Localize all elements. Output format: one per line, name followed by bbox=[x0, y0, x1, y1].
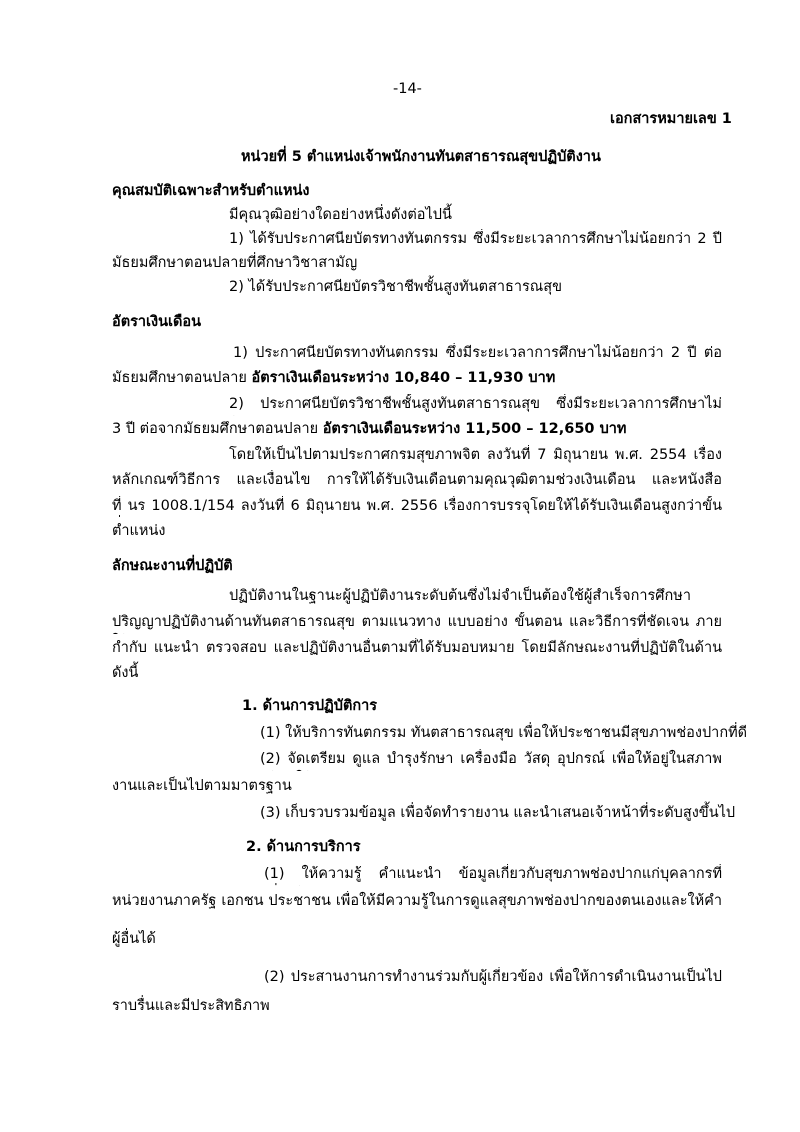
service-heading: 2. ด้านการบริการ bbox=[246, 839, 361, 855]
qualification-item-1-line-2: มัธยมศึกษาตอนปลายที่ศึกษาวิชาสามัญ bbox=[112, 255, 358, 271]
salary-note-line-2: หลักเกณฑ์วิธีการ และเงื่อนไข การให้ได้รับเงินเดือนตามคุณวุฒิตามช่วงเงินเดือน และหนังสือ bbox=[112, 472, 722, 488]
operations-heading: 1. ด้านการปฏิบัติการ bbox=[242, 698, 378, 714]
salary-item-2-line-1: 2) ประกาศนียบัตรวิชาชีพชั้นสูงทันตสาธารณสุข ซึ่งมีระยะเวลาการศึกษาไม่ bbox=[229, 396, 722, 412]
operations-item-1: (1) ให้บริการทันตกรรม ทันตสาธารณสุข เพื่อให้ประชาชนมีสุขภาพช่องปากที่ดี bbox=[260, 725, 748, 741]
qualifications-heading: คุณสมบัติเฉพาะสำหรับตำแหน่ง bbox=[112, 183, 310, 199]
service-item-2-line-2: ราบรื่นและมีประสิทธิภาพ bbox=[112, 998, 270, 1014]
duties-paragraph-line-1: ปฏิบัติงานในฐานะผู้ปฏิบัติงานระดับต้นซึ่งไม่จำเป็นต้องใช้ผู้สำเร็จการศึกษา bbox=[229, 588, 691, 604]
operations-item-2-line-1: (2) จัดเตรียม ดูแล บำรุงรักษา เครื่องมือ วัสดุ อุปกรณ์ เพื่อให้อยู่ในสภาพ bbox=[260, 751, 722, 767]
salary-note-line-4: ตำแหน่ง bbox=[112, 523, 166, 539]
service-item-1-line-3: ผู้อื่นได้ bbox=[112, 931, 156, 947]
qualifications-intro: มีคุณวุฒิอย่างใดอย่างหนึ่งดังต่อไปนี้ bbox=[229, 207, 452, 223]
service-item-1-line-2: หน่วยงานภาครัฐ เอกชน ประชาชน เพื่อให้มีความรู้ในการดูแลสุขภาพช่องปากของตนเองและให้คำ bbox=[112, 893, 722, 909]
salary-item-2-line-2 bbox=[112, 419, 626, 439]
salary-range-2: อัตราเงินเดือนระหว่าง 11,500 – 12,650 บาท bbox=[322, 421, 627, 437]
duties-heading: ลักษณะงานที่ปฏิบัติ bbox=[112, 558, 233, 574]
salary-item-1-line-2 bbox=[112, 368, 555, 388]
service-item-1-line-1: (1) ให้ความรู้ คำแนะนำ ข้อมูลเกี่ยวกับสุขภาพช่องปากแก่บุคลากรที่ bbox=[264, 866, 722, 882]
salary-item-1-line-1: 1) ประกาศนียบัตรทางทันตกรรม ซึ่งมีระยะเวลาการศึกษาไม่น้อยกว่า 2 ปี ต่อ bbox=[233, 345, 722, 361]
service-item-2-line-1: (2) ประสานงานการทำงานร่วมกับผู้เกี่ยวข้อง เพื่อให้การดำเนินงานเป็นไป bbox=[264, 969, 722, 985]
operations-item-3: (3) เก็บรวบรวมข้อมูล เพื่อจัดทำรายงาน และนำเสนอเจ้าหน้าที่ระดับสูงขึ้นไป bbox=[260, 805, 736, 821]
salary-range-1: อัตราเงินเดือนระหว่าง 10,840 – 11,930 บาท bbox=[251, 370, 556, 386]
page-title: หน่วยที่ 5 ตำแหน่งเจ้าพนักงานทันตสาธารณสุขปฏิบัติงาน bbox=[241, 149, 601, 165]
salary-heading: อัตราเงินเดือน bbox=[112, 314, 201, 330]
page-number: -14- bbox=[393, 81, 422, 97]
qualification-item-1-line-1: 1) ได้รับประกาศนียบัตรทางทันตกรรม ซึ่งมีระยะเวลาการศึกษาไม่น้อยกว่า 2 ปี bbox=[229, 231, 722, 247]
qualification-item-2: 2) ได้รับประกาศนียบัตรวิชาชีพชั้นสูงทันตสาธารณสุข bbox=[229, 279, 562, 295]
duties-paragraph-line-2: ปริญญาปฏิบัติงานด้านทันตสาธารณสุข ตามแนวทาง แบบอย่าง ขั้นตอน และวิธีการที่ชัดเจน ภาย bbox=[112, 614, 722, 630]
salary-note-line-1: โดยให้เป็นไปตามประกาศกรมสุขภาพจิต ลงวันที่ 7 มิถุนายน พ.ศ. 2554 เรื่อง bbox=[229, 447, 722, 463]
salary-note-line-3: ที่ นร 1008.1/154 ลงวันที่ 6 มิถุนายน พ.ศ. 2556 เรื่องการบรรจุโดยให้ได้รับเงินเดือนสูงกว่าขั้น bbox=[112, 498, 722, 514]
document-reference: เอกสารหมายเลข 1 bbox=[610, 111, 732, 127]
duties-paragraph-line-3: กำกับ แนะนำ ตรวจสอบ และปฏิบัติงานอื่นตามที่ได้รับมอบหมาย โดยมีลักษณะงานที่ปฏิบัติในด้าน bbox=[112, 640, 722, 656]
duties-paragraph-line-4: ดังนี้ bbox=[112, 665, 139, 681]
salary-item-1-level: มัธยมศึกษาตอนปลาย bbox=[112, 370, 252, 386]
salary-item-2-level: 3 ปี ต่อจากมัธยมศึกษาตอนปลาย bbox=[112, 421, 323, 437]
operations-item-2-line-2: งานและเป็นไปตามมาตรฐาน bbox=[112, 778, 292, 794]
